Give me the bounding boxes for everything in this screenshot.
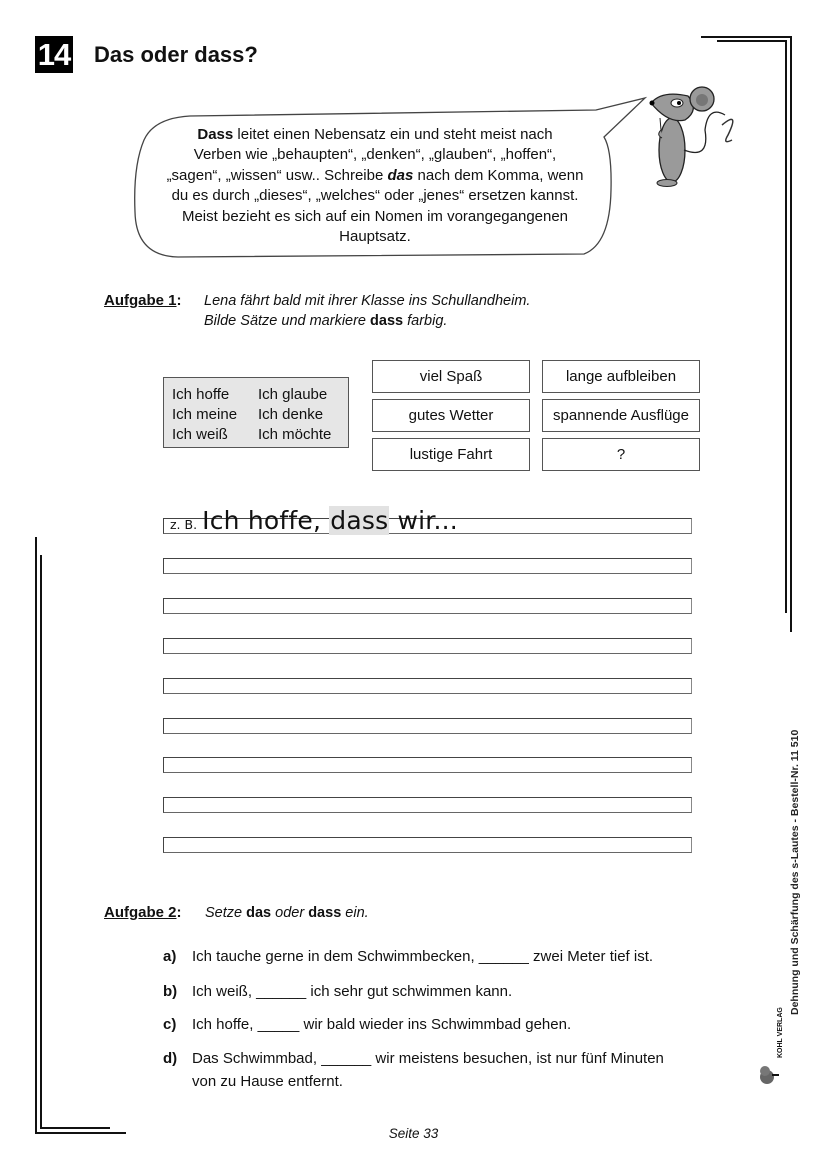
sentence-starter: Ich meine xyxy=(172,406,238,423)
example-text xyxy=(202,506,458,535)
exercise-item xyxy=(163,945,653,968)
example-prefix: z. B. xyxy=(170,517,198,532)
exercise-text: Ich hoffe, _____ wir bald wieder ins Schwimmbad gehen. xyxy=(192,1016,572,1033)
exercise-letter: d) xyxy=(163,1050,178,1067)
word-box: viel Spaß xyxy=(372,360,530,393)
exercise-item xyxy=(163,1013,571,1036)
task2-heading xyxy=(104,904,182,922)
word-box: lange aufbleiben xyxy=(542,360,700,393)
writing-line[interactable] xyxy=(163,797,692,813)
info-text xyxy=(140,125,610,247)
exercise-item xyxy=(163,980,512,1003)
info-line xyxy=(140,166,610,186)
task1-colon: : xyxy=(176,292,182,309)
task1-line2-post: farbig. xyxy=(403,313,448,329)
info-line xyxy=(140,186,610,206)
writing-line[interactable] xyxy=(163,638,692,654)
task1-line2-pre: Bilde Sätze und markiere xyxy=(204,313,371,329)
writing-line[interactable] xyxy=(163,837,692,853)
sentence-starters-box xyxy=(163,377,349,448)
word-box: lustige Fahrt xyxy=(372,438,530,471)
info-text-fragment: Hauptsatz. xyxy=(339,228,411,246)
word-box: ? xyxy=(542,438,700,471)
sentence-starter: Ich hoffe xyxy=(172,386,230,403)
task2-instr-pre: Setze xyxy=(205,905,247,921)
publisher-sidebar-text: Dehnung und Schärfung des s-Lautes - Bestell-Nr. 11 510 xyxy=(789,729,801,1015)
info-line xyxy=(140,207,610,227)
info-text-fragment: „sagen“, „wissen“ usw.. Schreibe xyxy=(166,166,388,184)
task1-line2-bold: dass xyxy=(370,313,404,329)
publisher-logo-text: KOHL VERLAG xyxy=(777,1007,784,1058)
info-text-fragment: das xyxy=(387,166,414,184)
word-box: spannende Ausflüge xyxy=(542,399,700,432)
exercise-letter: c) xyxy=(163,1016,177,1033)
info-line xyxy=(140,125,610,145)
task2-instructions xyxy=(205,903,369,923)
task1-line2 xyxy=(204,311,530,331)
exercise-letter: b) xyxy=(163,983,178,1000)
task2-instr-b2: dass xyxy=(308,905,342,921)
exercise-text: Das Schwimmbad, ______ wir meistens besuchen, ist nur fünf Minuten xyxy=(192,1050,664,1067)
sentence-starter: Ich denke xyxy=(258,406,324,423)
exercise-text: Ich weiß, ______ ich sehr gut schwimmen kann. xyxy=(192,983,513,1000)
info-text-fragment: du es durch „dieses“, „welches“ oder „jenes“ ersetzen kannst. xyxy=(171,187,579,205)
writing-line[interactable] xyxy=(163,718,692,734)
info-line xyxy=(140,227,610,247)
exercise-text: Ich tauche gerne in dem Schwimmbecken, ______ zwei Meter tief ist. xyxy=(192,948,654,965)
task2-label: Aufgabe 2 xyxy=(104,904,177,921)
writing-line[interactable] xyxy=(163,598,692,614)
task1-instructions xyxy=(204,291,530,331)
sentence-starter: Ich möchte xyxy=(258,426,332,443)
task1-label: Aufgabe 1 xyxy=(104,292,177,309)
info-text-fragment: Dass xyxy=(197,126,234,143)
info-text-fragment: nach dem Komma, wenn xyxy=(413,166,584,184)
word-box: gutes Wetter xyxy=(372,399,530,432)
example-highlight: dass xyxy=(330,506,389,535)
writing-line[interactable] xyxy=(163,757,692,773)
page-number: Seite 33 xyxy=(388,1126,439,1141)
page-title: Das oder dass? xyxy=(94,42,258,67)
example-pre: Ich hoffe, xyxy=(202,506,330,535)
info-text-fragment: Meist bezieht es sich auf ein Nomen im vorangegangenen xyxy=(181,207,569,225)
task2-instr-post: ein. xyxy=(341,905,369,921)
publisher-logo-icon xyxy=(758,1058,780,1088)
task2-instr-mid: oder xyxy=(271,905,309,921)
writing-line[interactable] xyxy=(163,678,692,694)
exercise-text-continued: von zu Hause entfernt. xyxy=(192,1073,343,1090)
mouse-illustration xyxy=(650,87,733,187)
example-sentence xyxy=(170,506,458,535)
exercise-letter: a) xyxy=(163,948,177,965)
task1-line1: Lena fährt bald mit ihrer Klasse ins Schullandheim. xyxy=(204,293,531,309)
exercise-item xyxy=(163,1047,664,1093)
worksheet-number: 14 xyxy=(35,36,73,73)
info-text-fragment: leitet einen Nebensatz ein und steht meist nach xyxy=(233,126,553,143)
task2-instr-b1: das xyxy=(246,905,272,921)
writing-line[interactable] xyxy=(163,558,692,574)
sentence-starter: Ich glaube xyxy=(258,386,328,403)
info-text-fragment: Verben wie „behaupten“, „denken“, „glauben“, „hoffen“, xyxy=(193,146,557,164)
info-line xyxy=(140,145,610,165)
task1-heading xyxy=(104,292,182,310)
task2-colon: : xyxy=(176,904,182,921)
sentence-starter: Ich weiß xyxy=(172,426,228,443)
example-post: wir... xyxy=(389,506,458,535)
